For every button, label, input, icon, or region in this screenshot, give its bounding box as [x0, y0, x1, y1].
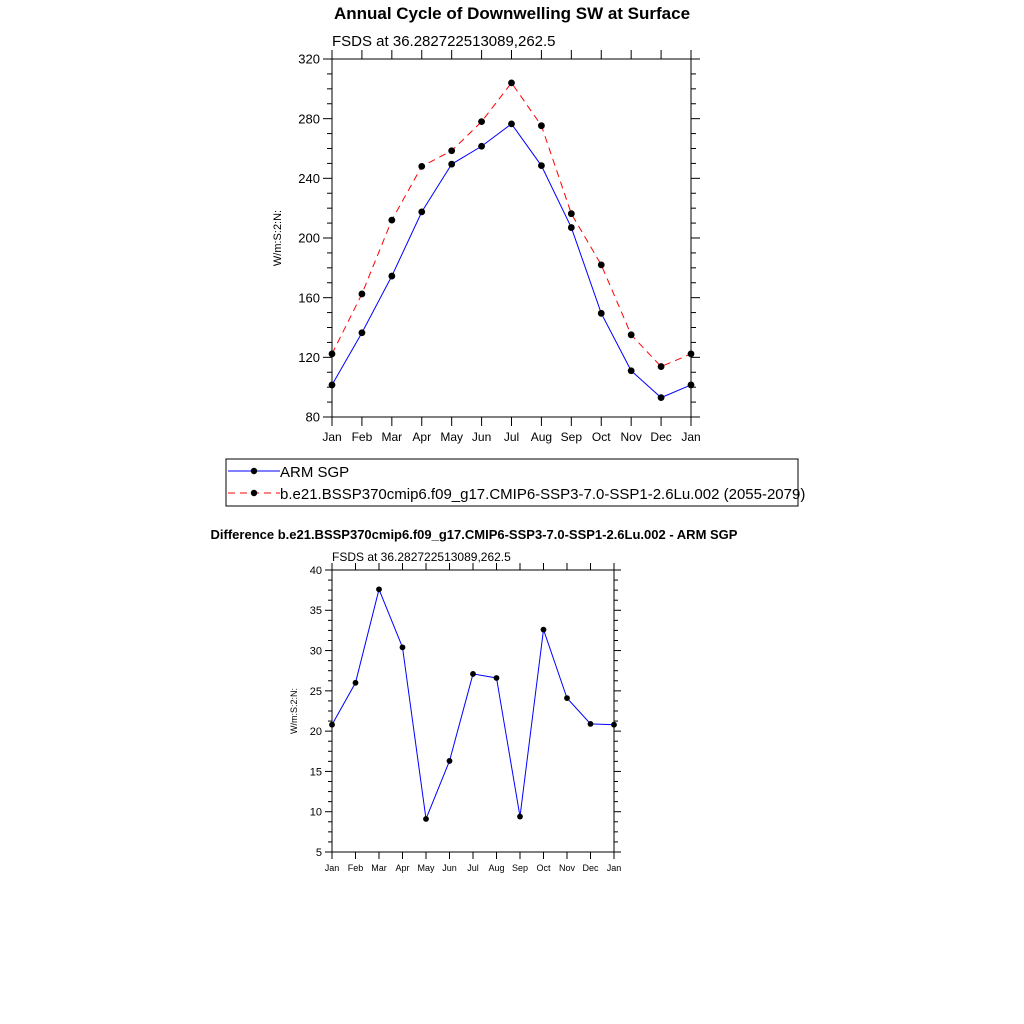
- data-point-0: [447, 758, 453, 764]
- y-tick-label: 35: [309, 605, 322, 618]
- x-tick-label: Jun: [442, 863, 457, 873]
- x-tick-label: Apr: [412, 430, 432, 444]
- data-point-1: [538, 122, 545, 129]
- data-point-0: [564, 695, 570, 701]
- x-tick-label: Mar: [381, 430, 403, 444]
- y-tick-labels: [298, 52, 320, 425]
- data-point-1: [478, 118, 485, 125]
- chart-title: Difference b.e21.BSSP370cmip6.f09_g17.CMIP6-SSP3-7.0-SSP1-2.6Lu.002 - ARM SGP: [210, 527, 738, 542]
- axis-ticks: [323, 50, 700, 426]
- data-point-1: [508, 79, 515, 86]
- y-tick-label: 20: [309, 726, 322, 739]
- y-tick-label: 240: [298, 171, 320, 187]
- data-point-0: [538, 162, 545, 169]
- legend-label-model: b.e21.BSSP370cmip6.f09_g17.CMIP6-SSP3-7.0-SSP1-2.6Lu.002 (2055-2079): [280, 486, 806, 503]
- data-point-0: [376, 586, 382, 592]
- series-group: [329, 79, 695, 401]
- x-tick-label: Apr: [395, 863, 410, 873]
- data-point-1: [359, 291, 366, 298]
- y-tick-labels: [310, 565, 322, 859]
- data-point-0: [541, 627, 547, 633]
- y-tick-label: 10: [309, 806, 322, 819]
- x-tick-labels: [325, 863, 622, 873]
- x-tick-label: Sep: [511, 863, 529, 873]
- data-point-0: [688, 382, 695, 389]
- axis-ticks: [325, 563, 621, 859]
- data-point-0: [478, 143, 485, 150]
- chart-title: Annual Cycle of Downwelling SW at Surface: [333, 4, 691, 23]
- data-point-0: [359, 329, 366, 336]
- x-tick-label: Jan: [606, 863, 622, 873]
- legend-marker-model: [251, 490, 257, 496]
- x-tick-label: Jan: [324, 863, 340, 873]
- x-tick-label: Jun: [471, 430, 492, 444]
- legend-label-arm: ARM SGP: [280, 464, 350, 481]
- x-tick-label: Aug: [488, 863, 505, 873]
- x-tick-label: Nov: [620, 430, 642, 444]
- x-tick-label: Sep: [560, 430, 583, 444]
- y-tick-label: 40: [309, 564, 322, 577]
- data-point-0: [508, 120, 515, 127]
- x-tick-label: Aug: [530, 430, 553, 444]
- x-tick-label: Feb: [351, 430, 373, 444]
- x-tick-label: Mar: [371, 863, 387, 873]
- data-point-0: [628, 367, 635, 374]
- x-tick-label: Jul: [467, 863, 479, 873]
- x-tick-labels: [322, 430, 700, 444]
- data-point-0: [517, 814, 523, 820]
- data-point-0: [611, 722, 617, 728]
- data-point-1: [598, 261, 605, 268]
- data-point-1: [568, 210, 575, 217]
- data-point-1: [329, 351, 336, 358]
- data-point-0: [423, 816, 429, 822]
- data-point-0: [400, 644, 406, 650]
- x-tick-label: Nov: [558, 863, 576, 873]
- data-point-0: [418, 209, 425, 216]
- x-tick-label: Jul: [503, 430, 520, 444]
- data-point-0: [329, 382, 336, 389]
- y-tick-label: 200: [298, 230, 320, 246]
- x-tick-label: Jan: [681, 430, 701, 444]
- data-point-0: [448, 161, 455, 168]
- chart-subtitle: FSDS at 36.282722513089,262.5: [332, 33, 556, 50]
- x-tick-label: May: [440, 430, 464, 444]
- y-tick-label: 80: [305, 409, 320, 425]
- x-tick-label: Oct: [591, 430, 611, 444]
- y-tick-label: 320: [298, 51, 320, 67]
- data-point-1: [688, 351, 695, 358]
- data-point-1: [448, 147, 455, 154]
- difference-chart: [211, 527, 738, 873]
- data-point-0: [494, 675, 500, 681]
- series-line-0: [332, 124, 691, 398]
- annual-cycle-chart: [272, 4, 701, 444]
- data-point-0: [598, 310, 605, 317]
- data-point-0: [388, 273, 395, 280]
- y-tick-label: 15: [309, 766, 322, 779]
- data-point-0: [568, 224, 575, 231]
- x-tick-label: Dec: [582, 863, 599, 873]
- y-tick-label: 30: [309, 645, 322, 658]
- data-point-1: [388, 217, 395, 224]
- data-point-0: [353, 680, 359, 686]
- x-tick-label: Jan: [322, 430, 342, 444]
- data-point-1: [418, 163, 425, 170]
- x-tick-label: Dec: [650, 430, 672, 444]
- legend: [226, 459, 805, 506]
- data-point-0: [588, 721, 594, 727]
- data-point-0: [329, 722, 335, 728]
- y-tick-label: 120: [298, 350, 320, 366]
- data-point-0: [658, 394, 665, 401]
- x-tick-label: Oct: [536, 863, 551, 873]
- series-group: [329, 586, 617, 821]
- y-axis-label: W/m:S:2:N:: [289, 687, 299, 735]
- y-tick-label: 25: [309, 685, 322, 698]
- y-tick-label: 5: [315, 846, 322, 859]
- plot-frame: [332, 570, 614, 852]
- x-tick-label: May: [417, 863, 435, 873]
- plot-frame: [332, 59, 691, 417]
- data-point-1: [658, 363, 665, 370]
- legend-marker-arm: [251, 468, 257, 474]
- chart-subtitle: FSDS at 36.282722513089,262.5: [332, 550, 511, 564]
- y-tick-label: 160: [298, 290, 320, 306]
- y-tick-label: 280: [298, 111, 320, 127]
- data-point-1: [628, 331, 635, 338]
- data-point-0: [470, 671, 476, 677]
- x-tick-label: Feb: [347, 863, 364, 873]
- series-line-0: [332, 589, 614, 819]
- y-axis-label: W/m:S:2:N:: [272, 209, 284, 267]
